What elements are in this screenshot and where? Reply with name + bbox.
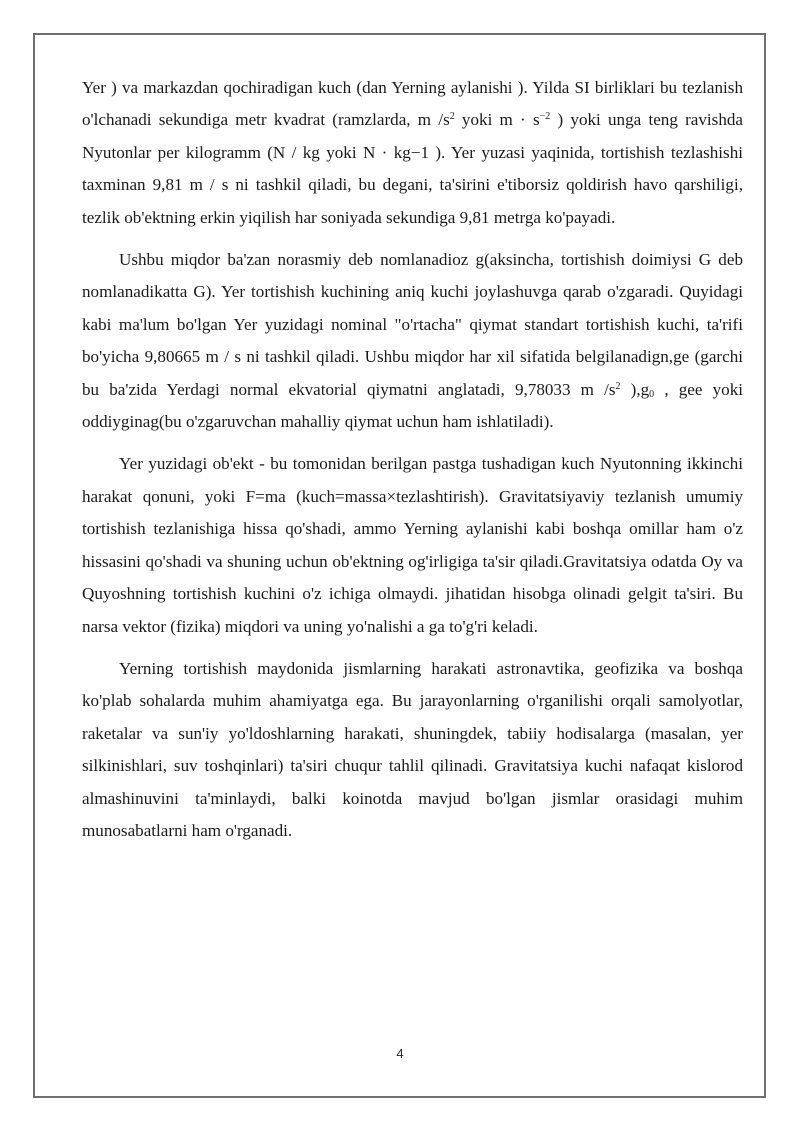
subscript: 0 — [649, 388, 655, 400]
text-run: Ushbu miqdor ba'zan norasmiy deb nomlanadioz g(aksincha, tortishish doimiysi G deb nomlanadikatta G). Yer tortishish kuchining aniq kuchi joylashuvga qarab o'zgaradi. Quyidagi kabi ma'lum bo'lgan Yer yuzidagi nominal "o'rtacha" qiymat standart tortishish kuchi, ta'rifi bo'yicha 9,80665 m / s ni tashkil qiladi. Ushbu miqdor har xil sifatida belgilanadign,ge (garchi bu ba'zida Yerdagi normal ekvatorial qiymatni anglatadi, 9,78033 m /s — [82, 250, 743, 399]
document-body — [82, 72, 743, 857]
paragraph-2 — [82, 244, 743, 438]
text-run: yoki m · s — [454, 110, 540, 130]
superscript: 2 — [615, 380, 621, 392]
text-run: ) yoki unga teng ravishda Nyutonlar per kilogramm (N / kg yoki N · kg−1 ). Yer yuzasi yaqinida, tortishish tezlashishi taxminan 9,81 m / s ni tashkil qiladi, bu degani, ta'sirini e'tiborsiz qoldirish havo qarshiligi, tezlik ob'ektning erkin yiqilish har soniyada sekundiga 9,81 metrga ko'payadi. — [82, 110, 744, 227]
text-run: , gee yoki oddiyginag(bu o'zgaruvchan mahalliy qiymat uchun ham ishlatiladi). — [82, 379, 743, 432]
page-number: 4 — [396, 1046, 404, 1061]
text-run: Yer ) va markazdan qochiradigan kuch (dan Yerning aylanishi ). Yilda SI birliklari bu tezlanish o'lchanadi sekundiga metr kvadrat (ramzlarda, m /s — [82, 78, 743, 130]
superscript: 2 — [449, 111, 455, 123]
text-run: ),g — [620, 379, 650, 399]
paragraph-1 — [82, 72, 743, 234]
superscript: −2 — [539, 111, 551, 123]
paragraph-4: Yerning tortishish maydonida jismlarning harakati astronavtika, geofizika va boshqa ko'plab sohalarda muhim ahamiyatga ega. Bu jarayonlarning o'rganilishi orqali samolyotlar, raketalar va sun'iy yo'ldoshlarning harakati, shuningdek, tabiiy hodisalarga (masalan, yer silkinishlari, suv toshqinlari) ta'siri chuqur tahlil qilinadi. Gravitatsiya kuchi nafaqat kislorod almashinuvini ta'minlaydi, balki koinotda mavjud bo'lgan jismlar orasidagi muhim munosabatlarni ham o'rganadi. — [82, 658, 743, 840]
paragraph-3: Yer yuzidagi ob'ekt - bu tomonidan berilgan pastga tushadigan kuch Nyutonning ikkinchi harakat qonuni, yoki F=ma (kuch=massa×tezlashtirish). Gravitatsiyaviy tezlanish umumiy tortishish tezlanishiga hissa qo'shadi, ammo Yerning aylanishi kabi boshqa omillar ham o'z hissasini qo'shadi va shuning uchun ob'ektning og'irligiga ta'sir qiladi.Gravitatsiya odatda Oy va Quyoshning tortishish kuchini o'z ichiga olmaydi. jihatidan hisobga olinadi gelgit ta'siri. Bu narsa vektor (fizika) miqdori va uning yo'nalishi a ga to'g'ri keladi. — [82, 454, 743, 636]
